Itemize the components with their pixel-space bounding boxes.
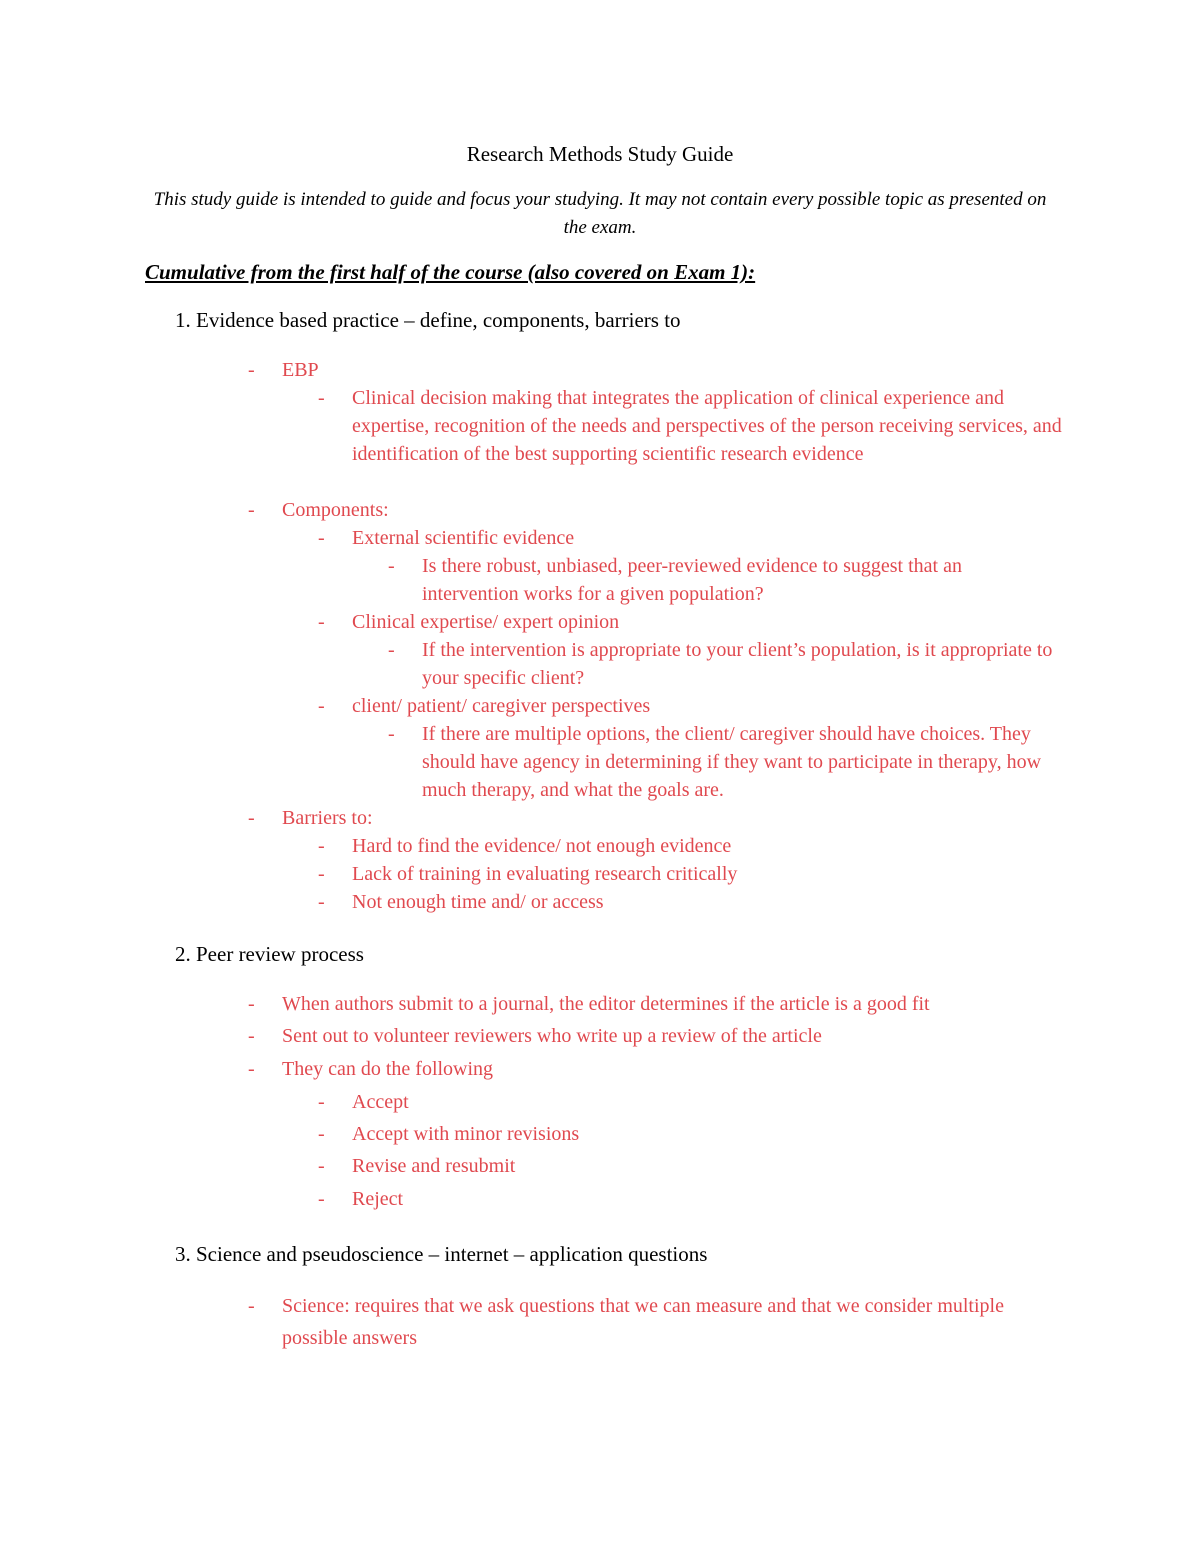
bullet-text: If the intervention is appropriate to your client’s population, is it appropriate to your specific client? (422, 639, 1053, 689)
question-1-heading: 1. Evidence based practice – define, components, barriers to (175, 308, 681, 332)
list-item (388, 636, 1062, 692)
bullet-dash: - (318, 695, 325, 717)
bullet-dash: - (318, 1123, 325, 1145)
bullet-text: Reject (352, 1188, 404, 1210)
bullet-dash: - (388, 555, 395, 577)
bullet-text: Revise and resubmit (352, 1155, 516, 1177)
bullet-text: When authors submit to a journal, the editor determines if the article is a good fit (282, 993, 930, 1015)
document-title: Research Methods Study Guide (466, 142, 734, 166)
bullet-text: Clinical expertise/ expert opinion (352, 611, 620, 633)
bullet-dash: - (248, 1025, 255, 1047)
list-item (318, 1183, 1062, 1215)
list-item (318, 860, 1062, 888)
bullet-text: If there are multiple options, the client/ caregiver should have choices. They should have agency in determining if they want to participate in therapy, how much therapy, and what the goals are. (422, 723, 1042, 801)
bullet-text: Accept (352, 1091, 409, 1113)
bullet-dash: - (248, 1295, 255, 1317)
list-item (318, 832, 1062, 860)
list-item (248, 1053, 1062, 1085)
bullet-dash: - (318, 527, 325, 549)
bullet-text: Barriers to: (282, 807, 373, 829)
list-item (248, 1290, 1042, 1354)
list-item (318, 1086, 1062, 1118)
bullet-text: Science: requires that we ask questions that we can measure and that we consider multiple possible answers (282, 1295, 1004, 1349)
bullet-dash: - (318, 835, 325, 857)
bullet-text: Lack of training in evaluating research critically (352, 863, 738, 885)
bullet-dash: - (318, 1155, 325, 1177)
bullet-text: Components: (282, 499, 389, 521)
bullet-dash: - (318, 1188, 325, 1210)
list-item (318, 1150, 1062, 1182)
bullet-dash: - (248, 807, 255, 829)
bullet-text: External scientific evidence (352, 527, 575, 549)
list-item (318, 888, 1062, 916)
bullet-dash: - (248, 359, 255, 381)
bullet-dash: - (248, 499, 255, 521)
list-item (248, 804, 1062, 832)
list-item (318, 1118, 1062, 1150)
question-3-heading: 3. Science and pseudoscience – internet – application questions (175, 1242, 708, 1266)
list-item (388, 720, 1062, 804)
list-item (388, 552, 1062, 608)
list-item (318, 524, 1062, 552)
list-item (248, 988, 1062, 1020)
bullet-dash: - (318, 611, 325, 633)
bullet-dash: - (318, 863, 325, 885)
bullet-text: They can do the following (282, 1058, 494, 1080)
bullet-dash: - (388, 639, 395, 661)
list-item (248, 1020, 1062, 1052)
bullet-text: EBP (282, 359, 319, 381)
bullet-text: Clinical decision making that integrates the application of clinical experience and expertise, recognition of the needs and perspectives of the person receiving services, and identification of the best supporting scientific research evidence (352, 387, 1062, 465)
bullet-text: client/ patient/ caregiver perspectives (352, 695, 651, 717)
bullet-text: Is there robust, unbiased, peer-reviewed evidence to suggest that an intervention works for a given population? (422, 555, 962, 605)
bullet-dash: - (248, 1058, 255, 1080)
section-heading: Cumulative from the first half of the course (also covered on Exam 1): (145, 260, 756, 284)
bullet-dash: - (318, 891, 325, 913)
bullet-dash: - (248, 993, 255, 1015)
bullet-dash: - (318, 387, 325, 409)
bullet-text: Hard to find the evidence/ not enough evidence (352, 835, 732, 857)
list-item (318, 384, 1062, 468)
list-item (248, 356, 1062, 384)
question-2-heading: 2. Peer review process (175, 942, 364, 966)
intro-text: This study guide is intended to guide and focus your studying. It may not contain every possible topic as presented on the exam. (153, 189, 1047, 238)
bullet-dash: - (388, 723, 395, 745)
bullet-text: Sent out to volunteer reviewers who write up a review of the article (282, 1025, 822, 1047)
list-item (318, 692, 1062, 720)
list-item (248, 496, 1062, 524)
bullet-dash: - (318, 1091, 325, 1113)
bullet-text: Not enough time and/ or access (352, 891, 604, 913)
bullet-text: Accept with minor revisions (352, 1123, 580, 1145)
list-item (318, 608, 1062, 636)
